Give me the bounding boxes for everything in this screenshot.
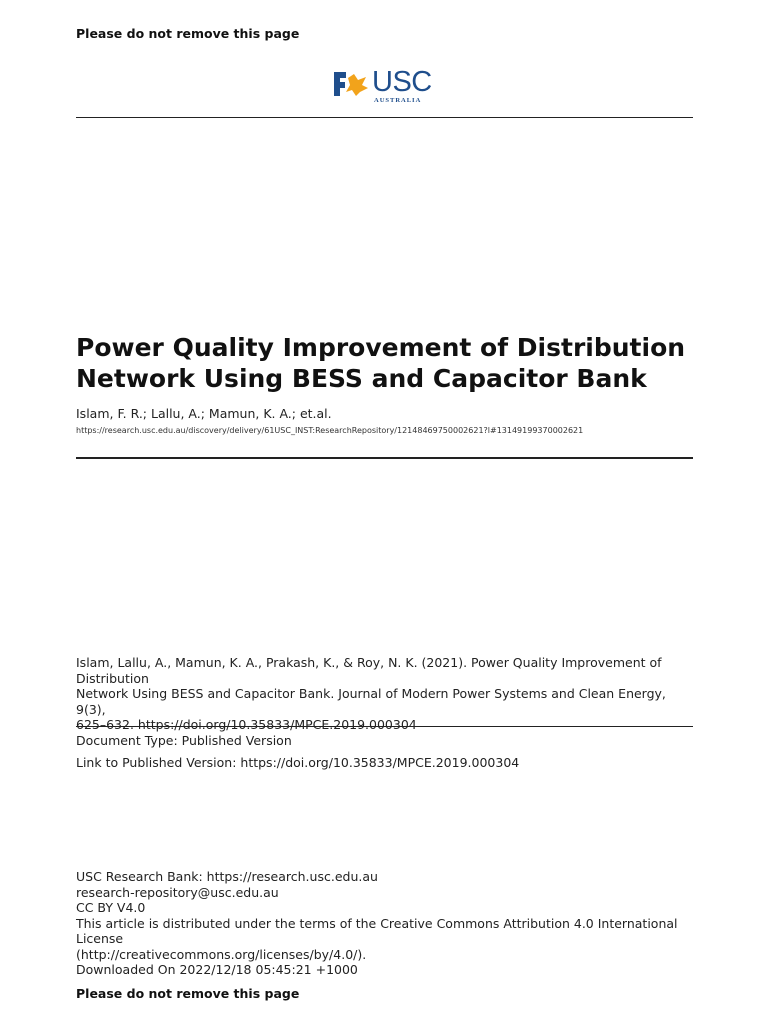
title-line: Power Quality Improvement of Distribution bbox=[76, 333, 686, 362]
usc-logo-icon bbox=[332, 68, 370, 100]
title-line: Network Using BESS and Capacitor Bank bbox=[76, 364, 647, 393]
footer-line: This article is distributed under the terms of the Creative Commons Attribution 4.0 International License bbox=[76, 915, 678, 946]
divider-lower bbox=[76, 726, 693, 727]
handle-url[interactable]: https://research.usc.edu.au/discovery/delivery/61USC_INST:ResearchRepository/12148469750002621?l#13149199370002621 bbox=[76, 426, 584, 435]
authors: Islam, F. R.; Lallu, A.; Mamun, K. A.; et.al. bbox=[76, 406, 332, 421]
footer-block bbox=[76, 869, 696, 978]
divider-top bbox=[76, 117, 693, 118]
notice-top: Please do not remove this page bbox=[76, 26, 300, 41]
document-type: Document Type: Published Version bbox=[76, 732, 292, 748]
published-version-link[interactable]: Link to Published Version: https://doi.org/10.35833/MPCE.2019.000304 bbox=[76, 755, 520, 770]
usc-logo bbox=[332, 68, 442, 108]
footer-line[interactable]: USC Research Bank: https://research.usc.edu.au bbox=[76, 869, 378, 884]
citation-block bbox=[76, 655, 696, 748]
citation-line: Islam, Lallu, A., Mamun, K. A., Prakash, K., & Roy, N. K. (2021). Power Quality Improvement of Distribution bbox=[76, 655, 662, 686]
citation-line: Network Using BESS and Capacitor Bank. Journal of Modern Power Systems and Clean Energy, 9(3), bbox=[76, 686, 666, 717]
footer-line[interactable]: (http://creativecommons.org/licenses/by/4.0/). bbox=[76, 946, 367, 962]
citation-line: 625–632. https://doi.org/10.35833/MPCE.2019.000304 bbox=[76, 717, 417, 732]
footer-line[interactable]: research-repository@usc.edu.au bbox=[76, 884, 279, 900]
logo-subtext: AUSTRALIA bbox=[374, 97, 422, 104]
paper-title bbox=[76, 332, 696, 394]
logo-wordmark: USC bbox=[372, 66, 432, 98]
notice-bottom: Please do not remove this page bbox=[76, 986, 300, 1001]
footer-line: Downloaded On 2022/12/18 05:45:21 +1000 bbox=[76, 962, 358, 977]
footer-line: CC BY V4.0 bbox=[76, 900, 146, 915]
divider-middle bbox=[76, 457, 693, 459]
